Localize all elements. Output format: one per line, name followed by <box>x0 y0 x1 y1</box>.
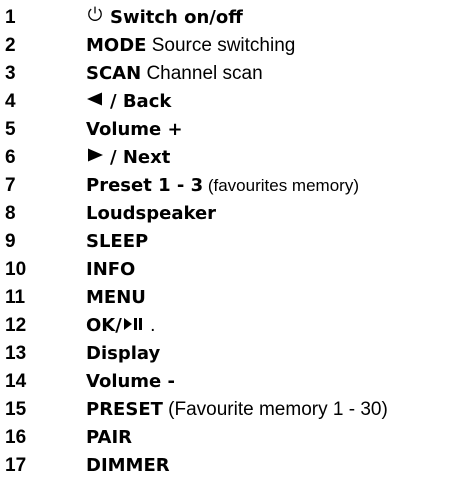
item-number: 6 <box>5 147 16 168</box>
item-label: MODE <box>86 35 147 56</box>
item-number: 14 <box>5 371 27 392</box>
list-item <box>0 452 471 480</box>
item-description <box>86 60 263 88</box>
item-number: 7 <box>5 175 16 196</box>
item-description <box>86 144 170 172</box>
item-number: 8 <box>5 203 16 224</box>
list-item <box>0 256 471 284</box>
list-item <box>0 60 471 88</box>
power-icon <box>86 4 104 32</box>
item-description <box>86 200 216 228</box>
item-label: MENU <box>86 287 146 308</box>
list-item <box>0 172 471 200</box>
item-label: / Next <box>110 147 171 169</box>
item-label: Volume + <box>86 119 183 140</box>
item-description <box>86 32 295 60</box>
item-label: PRESET <box>86 399 163 420</box>
item-number: 17 <box>5 455 27 476</box>
item-text: Source switching <box>146 35 296 56</box>
item-label: Display <box>86 343 161 364</box>
item-text: Channel scan <box>141 63 263 84</box>
item-description <box>86 368 175 396</box>
item-label: Loudspeaker <box>86 203 217 224</box>
item-description <box>86 396 388 424</box>
left-triangle-icon <box>86 88 104 116</box>
button-legend-list <box>0 4 471 480</box>
item-description <box>86 452 170 480</box>
item-number: 13 <box>5 343 27 364</box>
list-item <box>0 368 471 396</box>
list-item <box>0 88 471 116</box>
list-item <box>0 4 471 32</box>
item-number: 15 <box>5 399 27 420</box>
item-number: 1 <box>5 7 16 28</box>
item-number: 4 <box>5 91 16 112</box>
item-label: DIMMER <box>86 455 170 476</box>
item-label: Volume - <box>86 371 175 392</box>
item-description <box>86 340 160 368</box>
play-pause-icon <box>123 312 145 340</box>
item-text: (favourites memory) <box>203 176 359 195</box>
item-number: 5 <box>5 119 16 140</box>
list-item <box>0 144 471 172</box>
list-item <box>0 116 471 144</box>
item-label: OK/ <box>86 315 122 337</box>
list-item <box>0 424 471 452</box>
list-item <box>0 396 471 424</box>
right-triangle-icon <box>86 144 104 172</box>
item-number: 3 <box>5 63 16 84</box>
list-item <box>0 312 471 340</box>
item-description <box>86 312 155 340</box>
item-label: SLEEP <box>86 231 149 252</box>
item-description <box>86 256 135 284</box>
list-item <box>0 32 471 60</box>
item-label: Switch on/off <box>110 7 243 29</box>
item-description <box>86 88 171 116</box>
item-description <box>86 4 243 32</box>
item-description <box>86 284 146 312</box>
item-label: / Back <box>110 91 172 113</box>
item-label: PAIR <box>86 427 133 448</box>
item-text: (Favourite memory 1 - 30) <box>162 399 388 420</box>
item-number: 12 <box>5 315 27 336</box>
list-item <box>0 340 471 368</box>
list-item <box>0 228 471 256</box>
item-label: INFO <box>86 259 136 280</box>
list-item <box>0 284 471 312</box>
item-label: Preset 1 - 3 <box>86 175 204 196</box>
list-item <box>0 200 471 228</box>
item-description <box>86 424 132 452</box>
item-description <box>86 228 148 256</box>
item-number: 9 <box>5 231 16 252</box>
item-number: 10 <box>5 259 27 280</box>
item-number: 16 <box>5 427 27 448</box>
item-description <box>86 116 183 144</box>
item-number: 11 <box>5 287 26 308</box>
item-text: . <box>144 315 156 337</box>
item-description <box>86 172 359 200</box>
item-label: SCAN <box>86 63 142 84</box>
item-number: 2 <box>5 35 16 56</box>
